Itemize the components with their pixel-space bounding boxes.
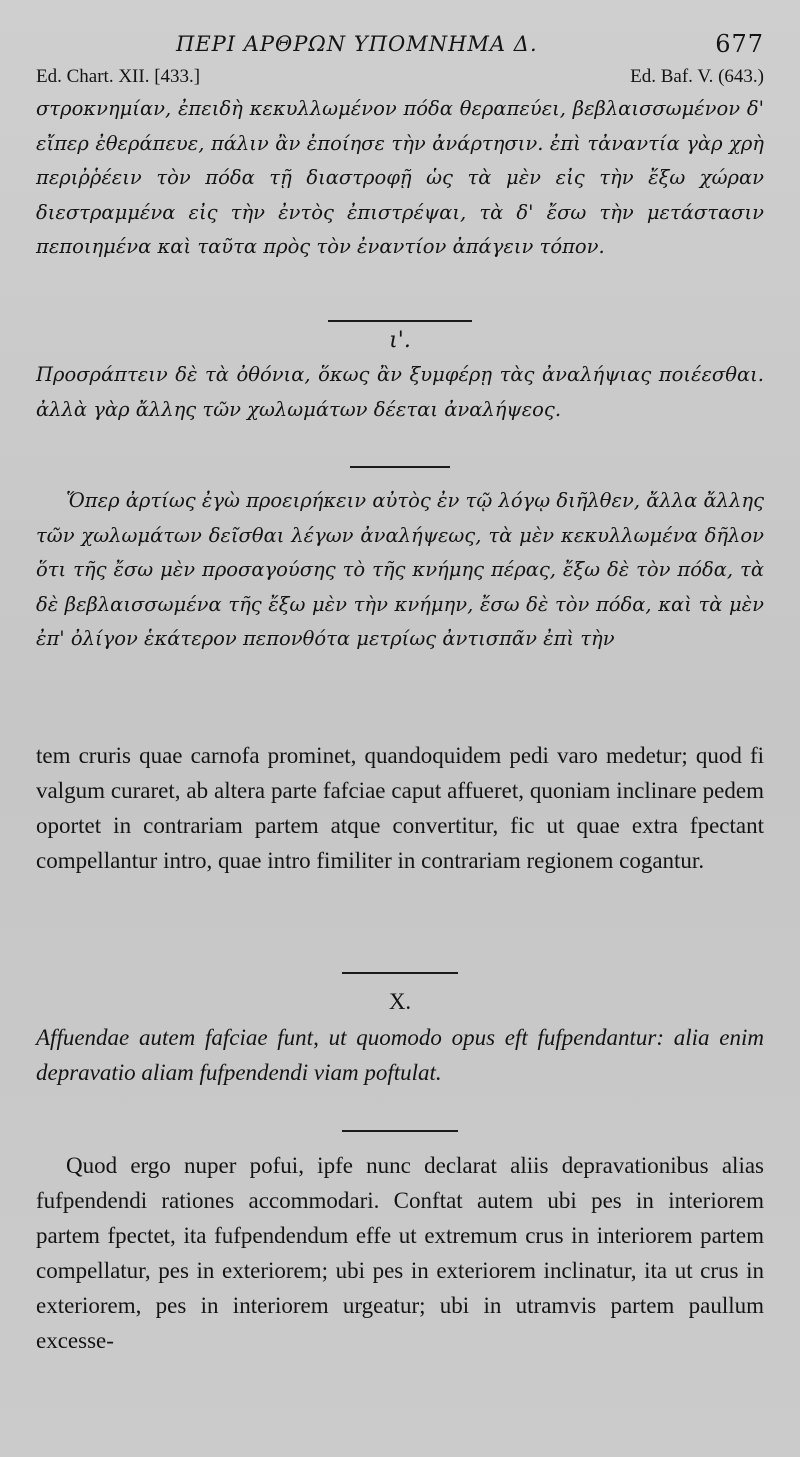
- greek-paragraph-1: στροκνημίαν, ἐπειδὴ κεκυλλωμένον πόδα θεραπεύει, βεβλαισσωμένον δ' εἴπερ ἐθεράπευε, πάλιν ἂν ἐποίησε τὴν ἀνάρτησιν. ἐπὶ τἀναντία γὰρ χρὴ περιῤῥέειν τὸν πόδα τῇ διαστροφῇ ὡς τὰ μὲν εἰς τὴν ἔξω χώραν διεστραμμένα εἰς τὴν ἐντὸς ἐπιστρέψαι, τὰ δ' ἔσω τὴν μετάστασιν πεποιημένα καὶ ταῦτα πρὸς τὸν ἐναντίον ἀπάγειν τόπον.: [36, 97, 764, 258]
- latin-paragraph-1: tem cruris quae carnofa prominet, quandoquidem pedi varo medetur; quod fi valgum curaret, ab altera parte fafciae caput affueret, quoniam inclinare pedem oportet in contrariam partem atque convertitur, fic ut quae extra fpectant compellantur intro, quae intro fimiliter in contrariam regionem cogantur.: [36, 743, 764, 873]
- greek-lemma: Προσράπτειν δὲ τὰ ὀθόνια, ὅκως ἂν ξυμφέρῃ τὰς ἀναλήψιας ποιέεσθαι. ἀλλὰ γὰρ ἄλλης τῶν χωλωμάτων δέεται ἀναλήψεος.: [36, 363, 764, 421]
- edition-chartier: Ed. Chart. XII. [433.]: [36, 66, 201, 87]
- section-number-greek: ι'.: [389, 328, 411, 353]
- section-rule-2: [350, 466, 450, 468]
- section-rule-3: [342, 972, 458, 974]
- section-rule-1: [328, 320, 472, 322]
- running-title: ΠΕΡΙ ΑΡΘΡΩΝ ΥΠΟΜΝΗΜΑ Δ.: [176, 32, 538, 56]
- latin-lemma: Affuendae autem fafciae funt, ut quomodo opus eft fufpendantur: alia enim depravatio aliam fufpendendi viam poftulat.: [36, 1025, 764, 1085]
- greek-commentary: Ὅπερ ἀρτίως ἐγὼ προειρήκειν αὐτὸς ἐν τῷ λόγῳ διῆλθεν, ἄλλα ἄλλης τῶν χωλωμάτων δεῖσθαι λέγων ἀναλήψεως, τὰ μὲν κεκυλλωμένα δῆλον ὅτι τῆς ἔσω μὲν προσαγούσης τὸ τῆς κνήμης πέρας, ἔξω δὲ τὸν πόδα, τὰ δὲ βεβλαισσωμένα τῆς ἔξω μὲν τὴν κνήμην, ἔσω δὲ τὸν πόδα, καὶ τὰ μὲν ἐπ' ὀλίγον ἑκάτερον πεπονθότα μετρίως ἀντισπᾶν ἐπὶ τὴν: [36, 489, 764, 650]
- edition-references: [36, 66, 764, 92]
- edition-basel: Ed. Baf. V. (643.): [630, 66, 764, 87]
- running-head: [36, 30, 764, 64]
- section-number-latin: X.: [388, 989, 412, 1014]
- page-number: 677: [715, 30, 764, 58]
- section-rule-4: [342, 1130, 458, 1132]
- latin-commentary: Quod ergo nuper pofui, ipfe nunc declarat aliis depravationibus alias fufpendendi rationes accommodari. Conftat autem ubi pes in interiorem partem fpectet, ita fufpendendum effe ut extremum crus in interiorem partem compellatur, pes in exteriorem; ubi pes in exteriorem inclinatur, ita ut crus in exteriorem, pes in interiorem urgeatur; ubi in utramvis partem paullum excesse-: [36, 1153, 764, 1353]
